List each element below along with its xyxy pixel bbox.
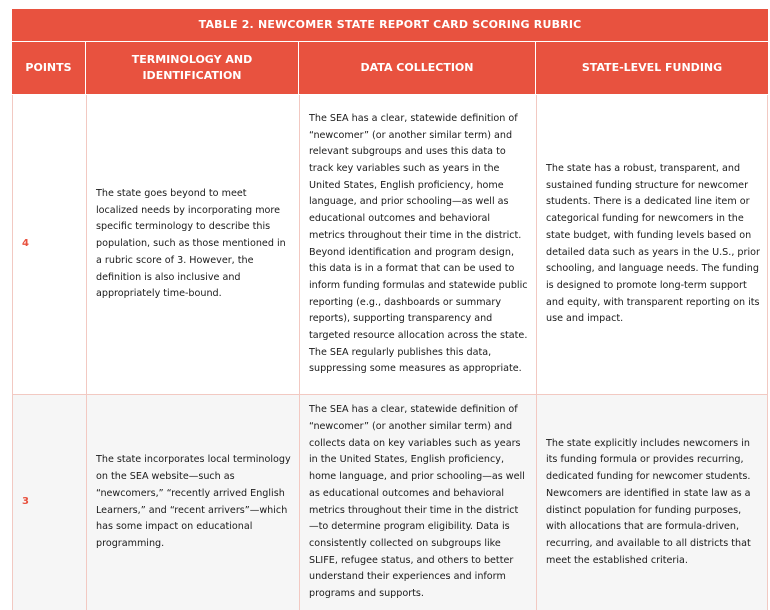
data-collection-text: The SEA has a clear, statewide definition of “newcomer” (or another similar term) and collects data on key variables such as years in the United States, English proficiency, home language, and prior schooling—as well as educational outcomes and behavioral metrics throughout their time in the district —to determine program eligibility. Data is consistently collected on subgroups like SLIFE, refugee status, and others to better understand their experiences and inform programs and supports. <box>309 404 525 600</box>
points-cell <box>12 395 86 610</box>
table-border-right <box>767 95 768 610</box>
funding-cell <box>536 95 768 394</box>
table-border-left <box>12 95 13 610</box>
data-collection-cell <box>299 395 536 610</box>
points-value: 4 <box>22 238 29 250</box>
terminology-cell <box>86 95 299 394</box>
table-row <box>12 95 768 394</box>
table-title: TABLE 2. NEWCOMER STATE REPORT CARD SCORING RUBRIC <box>12 9 768 41</box>
points-cell <box>12 95 86 394</box>
data-collection-cell <box>299 95 536 394</box>
table-row <box>12 395 768 610</box>
terminology-cell <box>86 395 299 610</box>
row-divider <box>12 394 768 395</box>
column-divider <box>536 95 537 610</box>
header-funding: STATE-LEVEL FUNDING <box>536 42 768 94</box>
header-terminology: TERMINOLOGY AND IDENTIFICATION <box>86 42 298 94</box>
terminology-text: The state incorporates local terminology on the SEA website—such as “newcomers,” “recently arrived English Learners,” and “recent arrivers”—which has some impact on educational programming. <box>96 454 291 549</box>
terminology-text: The state goes beyond to meet localized needs by incorporating more specific terminology to describe this population, such as those mentioned in a rubric score of 3. However, the definition is also inclusive and appropriately time-bound. <box>96 188 286 300</box>
column-divider <box>299 95 300 610</box>
header-data-collection: DATA COLLECTION <box>299 42 535 94</box>
data-collection-text: The SEA has a clear, statewide definition of “newcomer” (or another similar term) and relevant subgroups and uses this data to track key variables such as years in the United States, English proficiency, home language, and prior schooling—as well as educational outcomes and behavioral metrics throughout their time in the district. Beyond identification and program design, this data is in a format that can be used to inform funding formulas and statewide public reporting (e.g., dashboards or summary reports), supporting transparency and targeted resource allocation across the state. The SEA regularly publishes this data, suppressing some measures as appropriate. <box>309 112 528 375</box>
funding-text: The state has a robust, transparent, and sustained funding structure for newcomer students. There is a dedicated line item or categorical funding for newcomers in the state budget, with funding levels based on detailed data such as years in the U.S., prior schooling, and language needs. The funding is designed to promote long-term support and equity, with transparent reporting on its use and impact. <box>546 162 760 325</box>
points-value: 3 <box>22 496 29 508</box>
header-points: POINTS <box>12 42 85 94</box>
funding-cell <box>536 395 768 610</box>
funding-text: The state explicitly includes newcomers in its funding formula or provides recurring, dedicated funding for newcomer students. Newcomers are identified in state law as a distinct population for funding purposes, with allocations that are formula-driven, recurring, and available to all districts that meet the established criteria. <box>546 437 751 566</box>
column-divider <box>86 95 87 610</box>
